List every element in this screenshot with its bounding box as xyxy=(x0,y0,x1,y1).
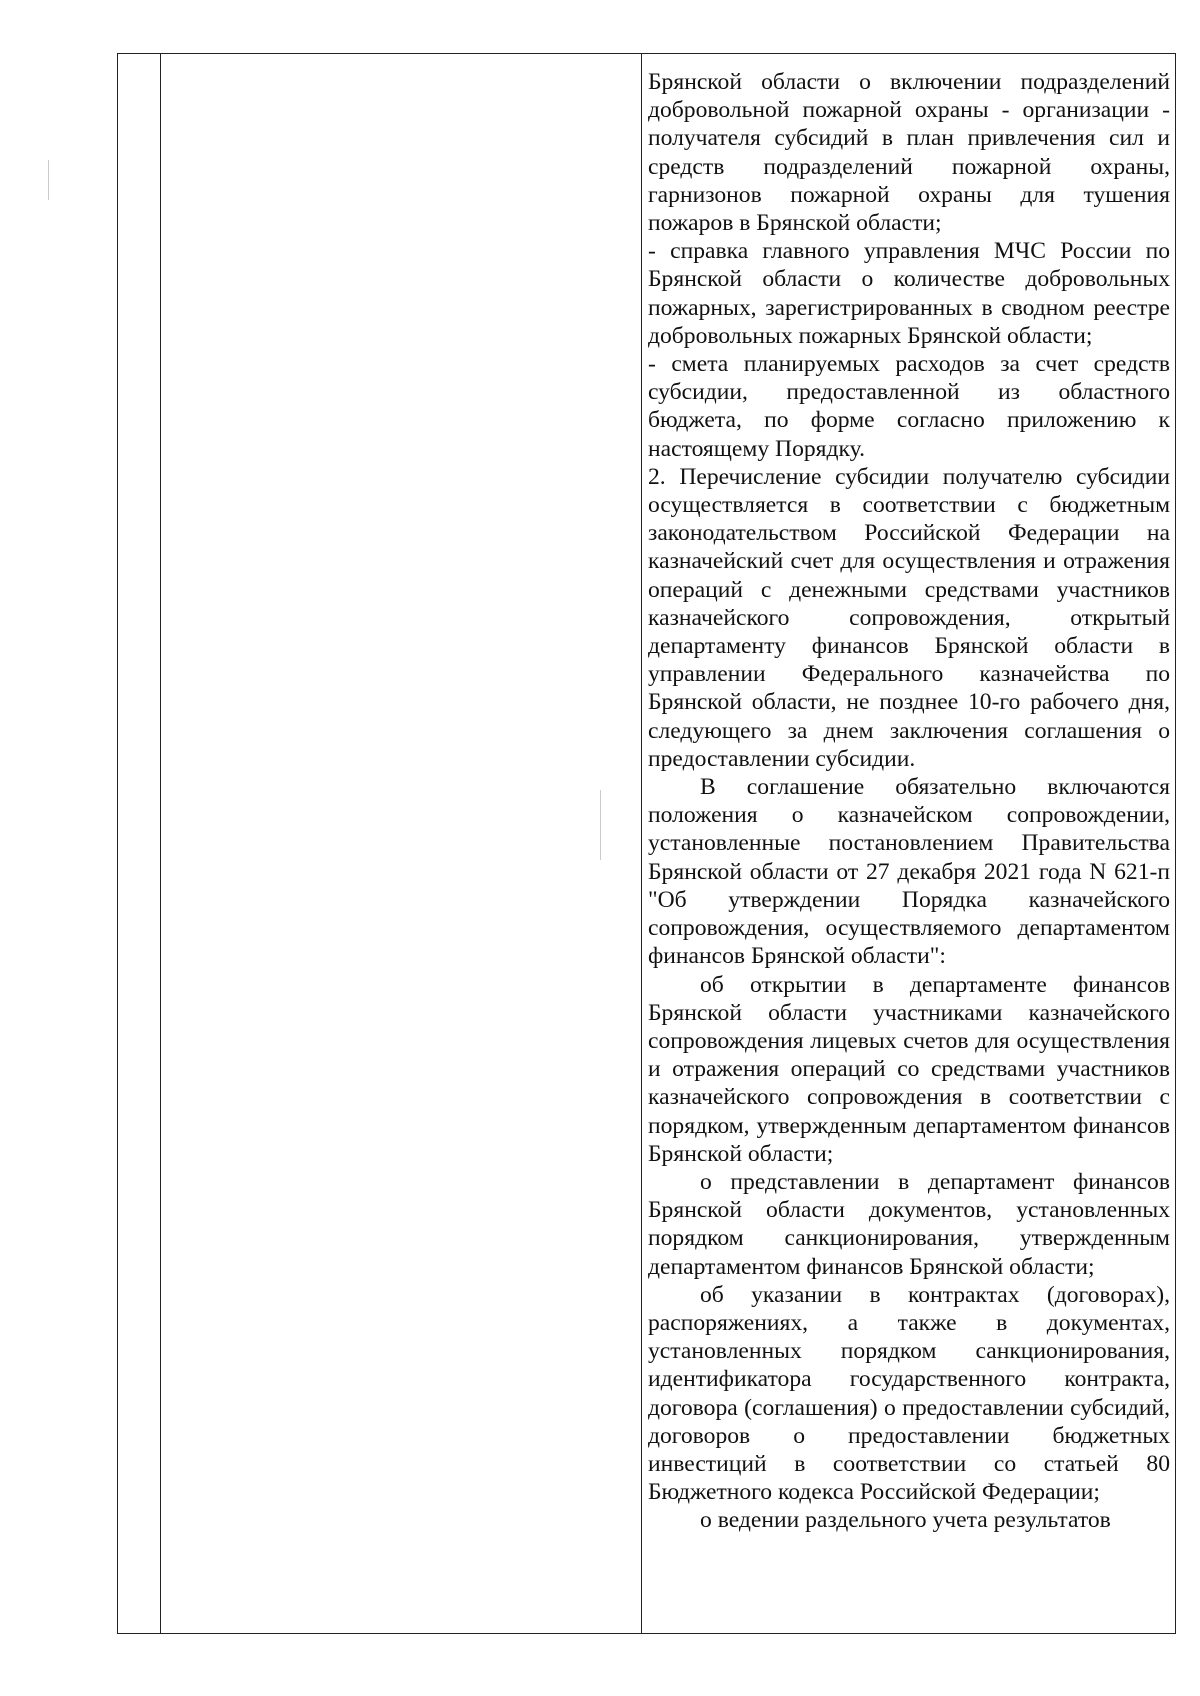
paragraph: В соглашение обязательно включаются положения о казначейском сопровождении, установленные постановлением Правительства Брянской области от 27 декабря 2021 года N 621-п "Об утверждении Порядка казначейского сопровождения, осуществляемого департаментом финансов Брянской области": xyxy=(648,774,1170,970)
table-column-divider xyxy=(160,53,161,1634)
scan-artifact xyxy=(600,790,601,860)
paragraph: - смета планируемых расходов за счет средств субсидии, предоставленной из областного бюджета, по форме согласно приложению к настоящему Порядку. xyxy=(648,351,1170,462)
scan-artifact xyxy=(48,160,49,200)
paragraph: о представлении в департамент финансов Брянской области документов, установленных порядком санкционирования, утвержденным департаментом финансов Брянской области; xyxy=(648,1168,1170,1280)
paragraph: о ведении раздельного учета результатов xyxy=(700,1507,1111,1534)
paragraph: 2. Перечисление субсидии получателю субсидии осуществляется в соответствии с бюджетным законодательством Российской Федерации на казначейский счет для осуществления и отражения операций с денежными средствами участников казначейского сопровождения, открытый департаменту финансов Брянской области в управлении Федерального казначейства по Брянской области, не позднее 10-го рабочего дня, следующего за днем заключения соглашения о предоставлении субсидии. xyxy=(648,463,1170,772)
paragraph: об открытии в департаменте финансов Брянской области участниками казначейского сопровождения лицевых счетов для осуществления и отражения операций со средствами участников казначейского сопровождения в соответствии с порядком, утвержденным департаментом финансов Брянской области; xyxy=(648,971,1170,1167)
paragraph: - справка главного управления МЧС России по Брянской области о количестве добровольных пожарных, зарегистрированных в сводном реестре добровольных пожарных Брянской области; xyxy=(648,238,1170,349)
table-cell-text xyxy=(648,68,1170,1535)
paragraph: об указании в контрактах (договорах), распоряжениях, а также в документах, установленных порядком санкционирования, идентификатора государственного контракта, договора (соглашения) о предоставлении субсидий, договоров о предоставлении бюджетных инвестиций в соответствии со статьей 80 Бюджетного кодекса Российской Федерации; xyxy=(648,1281,1170,1506)
paragraph: Брянской области о включении подразделений добровольной пожарной охраны - организации - получателя субсидий в план привлечения сил и средств подразделений пожарной охраны, гарнизонов пожарной охраны для тушения пожаров в Брянской области; xyxy=(648,69,1170,237)
table-column-divider xyxy=(641,53,642,1634)
